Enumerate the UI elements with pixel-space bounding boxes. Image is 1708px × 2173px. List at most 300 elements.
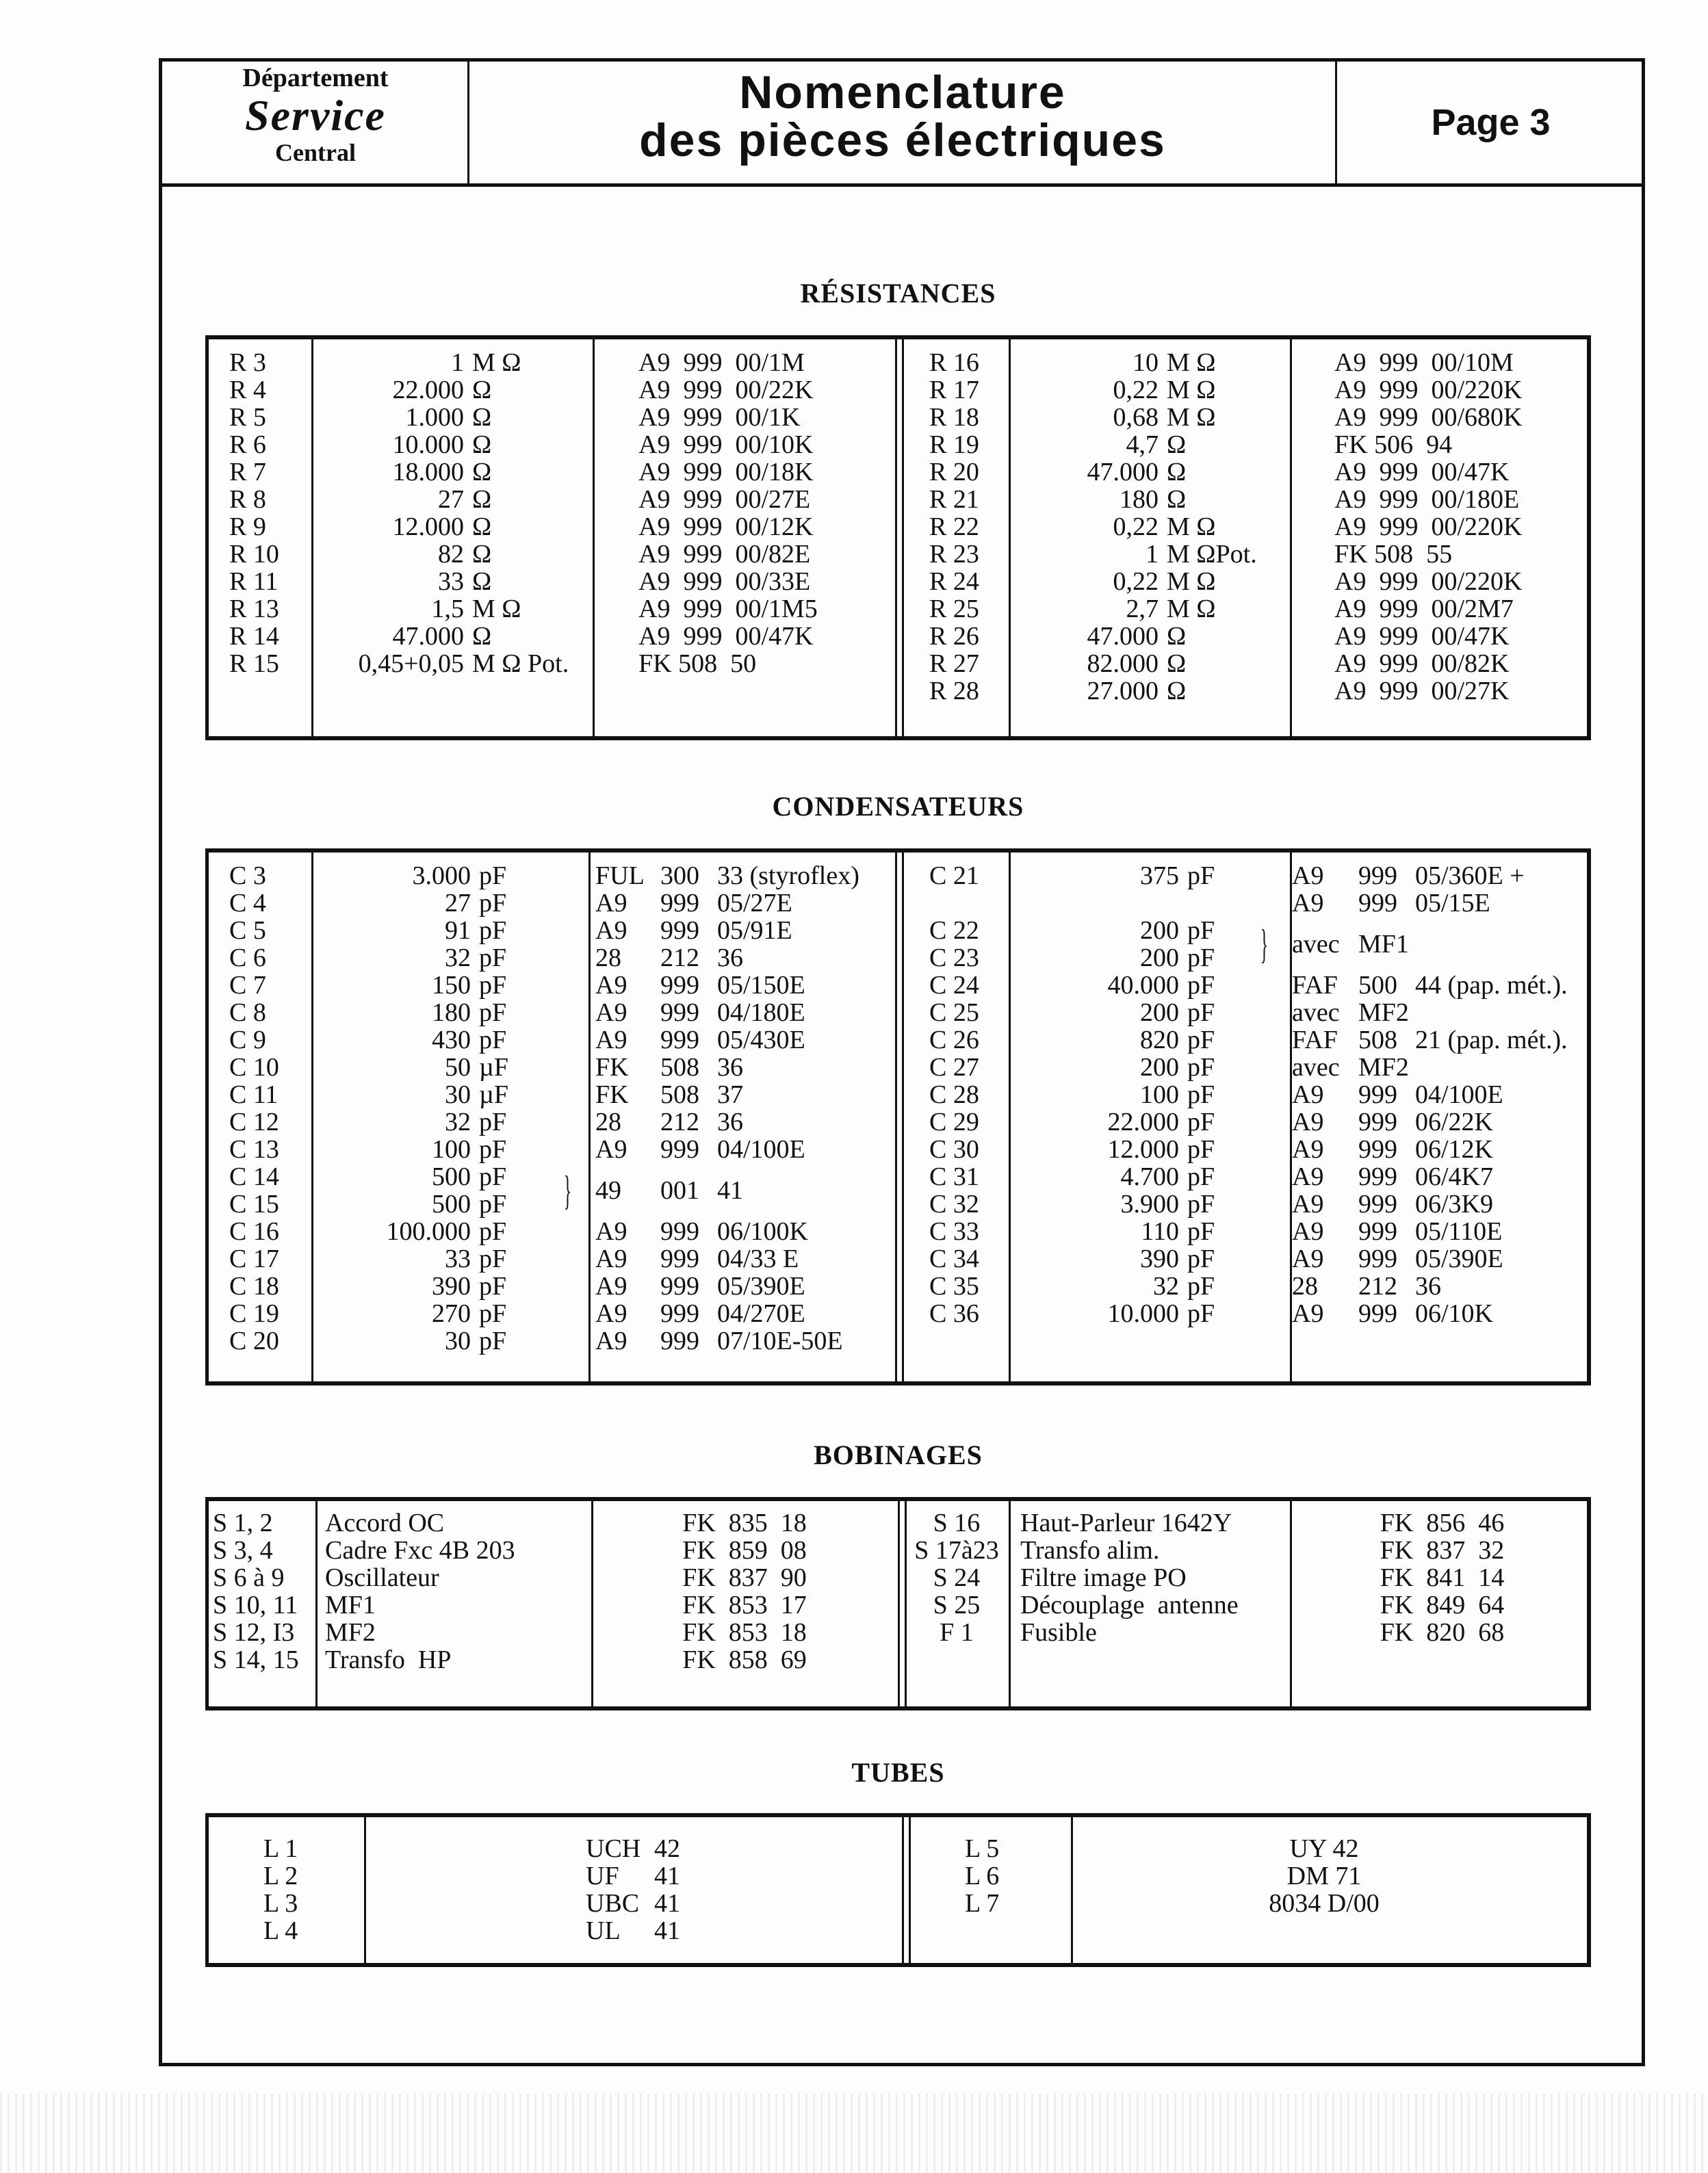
part-number	[1292, 1108, 1593, 1136]
capacitor-ref: C 29	[929, 1108, 979, 1136]
service-label: Service	[245, 91, 386, 140]
part-prefix: A9	[1292, 1299, 1324, 1328]
resistor-ref: R 7	[229, 458, 266, 486]
part-prefix: A9	[595, 889, 627, 918]
value-number: 47.000	[1087, 458, 1159, 486]
value-number: 0,45+0,05	[358, 649, 464, 678]
part-number: A9 999 00/82K	[1334, 649, 1510, 678]
tube-ref: L 1	[263, 1834, 298, 1863]
value-unit: pF	[1187, 1272, 1215, 1301]
coil-description: Transfo alim.	[1020, 1536, 1160, 1565]
part-cell	[1260, 917, 1593, 972]
column-divider	[898, 1501, 900, 1706]
resistor-ref: R 22	[929, 512, 979, 541]
part-prefix: A9	[595, 998, 627, 1027]
part-cell	[1292, 999, 1593, 1026]
page-title-line2: des pièces électriques	[639, 114, 1166, 166]
value-unit: pF	[1187, 861, 1215, 890]
capacitor-value	[311, 999, 585, 1026]
value-number: 200	[1140, 916, 1179, 945]
department-label: Département	[242, 64, 389, 92]
value-number: 18.000	[392, 458, 464, 486]
part-prefix: A9	[595, 1327, 627, 1355]
value-unit: pF	[479, 861, 507, 890]
value-unit: M Ω	[1167, 376, 1216, 404]
tube-ref: L 5	[965, 1834, 1000, 1863]
part-suffix: 04/33 E	[717, 1245, 799, 1273]
value-unit: Ω	[472, 458, 492, 486]
capacitor-value	[1016, 1136, 1290, 1163]
value-column	[311, 349, 599, 677]
value-number: 12.000	[1107, 1135, 1179, 1164]
part-number	[595, 1054, 896, 1081]
value-number: 430	[432, 1026, 471, 1054]
resistor-value	[1016, 541, 1304, 568]
value-number: 110	[1141, 1217, 1179, 1246]
capacitor-value	[311, 1245, 585, 1273]
capacitor-ref: C 13	[229, 1135, 279, 1164]
value-number: 3.900	[1120, 1190, 1179, 1219]
capacitor-value	[1016, 972, 1290, 999]
capacitor-ref: C 9	[229, 1026, 266, 1054]
value-unit: Ω	[472, 567, 492, 596]
capacitor-value	[1016, 1273, 1290, 1300]
value-unit: pF	[479, 1272, 507, 1301]
capacitor-ref: C 16	[229, 1217, 279, 1246]
value-unit: µF	[479, 1053, 509, 1082]
resistor-value	[1016, 677, 1304, 705]
value-unit: M Ω	[1167, 403, 1216, 432]
capacitor-ref: C 14	[229, 1162, 279, 1191]
capacitor-value	[311, 862, 585, 889]
coil-description: Filtre image PO	[1020, 1563, 1187, 1592]
capacitor-value	[311, 1190, 585, 1218]
coil-ref: F 1	[940, 1618, 974, 1647]
capacitor-ref: C 19	[229, 1299, 279, 1328]
part-series: 212	[660, 944, 699, 972]
value-unit: M Ω	[1167, 567, 1216, 596]
resistor-ref: R 8	[229, 485, 266, 514]
capacitor-ref	[929, 889, 1018, 917]
capacitor-ref: C 28	[929, 1080, 979, 1109]
value-number: 3.000	[412, 861, 471, 890]
coil-ref: S 10, 11	[213, 1591, 298, 1619]
part-series: 999	[660, 998, 699, 1027]
part-cell	[1292, 1163, 1593, 1190]
capacitor-value	[311, 944, 585, 972]
part-suffix: 05/27E	[717, 889, 792, 918]
coil-description: Fusible	[1020, 1618, 1097, 1647]
tube-name: UL	[586, 1916, 621, 1945]
resistor-ref: R 25	[929, 595, 979, 623]
part-number-column	[591, 1509, 898, 1674]
part-prefix: 28	[595, 944, 621, 972]
value-number: 390	[432, 1272, 471, 1301]
part-suffix: 04/100E	[717, 1135, 805, 1164]
value-number: 1	[451, 348, 464, 377]
value-unit: Ω	[472, 512, 492, 541]
value-unit: pF	[1187, 1190, 1215, 1219]
coil-description: Cadre Fxc 4B 203	[325, 1536, 515, 1565]
part-cell	[595, 1327, 896, 1355]
description-column	[1020, 1509, 1290, 1646]
part-number-column	[1260, 861, 1593, 1328]
part-series: 500	[1358, 971, 1397, 1000]
part-number: A9 999 00/2M7	[1334, 595, 1514, 623]
resistor-value	[1016, 568, 1304, 595]
part-cell	[1292, 1054, 1593, 1081]
tube-type	[586, 1862, 791, 1890]
resistor-ref: R 23	[929, 540, 979, 569]
value-unit: Ω	[472, 430, 492, 459]
resistor-value	[1016, 595, 1304, 623]
part-series: 999	[660, 1217, 699, 1246]
value-number: 2,7	[1126, 595, 1159, 623]
capacitor-value	[1016, 1245, 1290, 1273]
part-number-column	[638, 349, 885, 677]
part-number: A9 999 00/12K	[638, 512, 814, 541]
part-number	[595, 1218, 896, 1245]
resistor-ref: R 4	[229, 376, 266, 404]
part-cell	[595, 944, 896, 972]
part-suffix: 04/270E	[717, 1299, 805, 1328]
part-suffix: 05/150E	[717, 971, 805, 1000]
capacitor-value	[1016, 917, 1290, 944]
section-title-bobinages: BOBINAGES	[814, 1440, 983, 1470]
part-prefix: A9	[595, 1245, 627, 1273]
part-number-column	[1334, 349, 1581, 705]
resistor-ref: R 5	[229, 403, 266, 432]
part-prefix: 28	[595, 1108, 621, 1136]
part-suffix: 06/100K	[717, 1217, 808, 1246]
part-number	[595, 972, 896, 999]
capacitor-value	[1016, 1054, 1290, 1081]
resistor-value	[1016, 431, 1304, 458]
resistor-ref: R 9	[229, 512, 266, 541]
value-number: 100.000	[386, 1217, 471, 1246]
part-prefix: A9	[1292, 1080, 1324, 1109]
part-number: A9 999 00/220K	[1334, 512, 1523, 541]
part-number: A9 999 00/1K	[638, 403, 801, 432]
coil-description: MF1	[325, 1591, 376, 1619]
part-suffix: 06/3K9	[1415, 1190, 1493, 1219]
value-unit: pF	[1187, 916, 1215, 945]
value-unit: M ΩPot.	[1167, 540, 1257, 569]
ref-column	[929, 349, 1018, 705]
part-prefix: FK	[595, 1053, 629, 1082]
scan-noise	[0, 2094, 1708, 2173]
part-series: MF1	[1358, 930, 1409, 959]
capacitor-value	[1016, 1163, 1290, 1190]
part-number	[1292, 1245, 1593, 1273]
tube-number: 41	[654, 1862, 680, 1890]
capacitor-ref: C 4	[229, 889, 266, 918]
part-prefix: A9	[1292, 861, 1324, 890]
part-number: A9 999 00/27E	[638, 485, 811, 514]
part-number: A9 999 00/47K	[1334, 458, 1510, 486]
value-unit: Ω	[1167, 485, 1187, 514]
part-series: 999	[1358, 861, 1397, 890]
part-number-column	[563, 861, 896, 1355]
coil-description: Transfo HP	[325, 1645, 452, 1674]
part-number	[1292, 1218, 1593, 1245]
capacitor-ref: C 25	[929, 998, 979, 1027]
value-unit: pF	[479, 1108, 507, 1136]
resistor-ref: R 17	[929, 376, 979, 404]
column-divider	[909, 1817, 911, 1963]
part-number	[1292, 889, 1593, 917]
part-suffix: 33 (styroflex)	[717, 861, 859, 890]
part-number: FK 837 90	[682, 1563, 807, 1592]
capacitor-value	[311, 1081, 585, 1108]
part-series: 999	[1358, 1080, 1397, 1109]
resistor-ref: R 3	[229, 348, 266, 377]
value-number: 50	[445, 1053, 471, 1082]
part-cell	[595, 1108, 896, 1136]
coil-ref: S 3, 4	[213, 1536, 273, 1565]
description-column	[325, 1509, 588, 1674]
value-unit: pF	[1187, 1217, 1215, 1246]
resistor-ref: R 11	[229, 567, 279, 596]
part-cell	[1292, 1108, 1593, 1136]
part-number: FK 853 18	[682, 1618, 807, 1647]
value-number: 30	[445, 1327, 471, 1355]
page-number: Page 3	[1431, 102, 1551, 143]
resistor-value	[1016, 623, 1304, 650]
value-unit: Ω	[1167, 622, 1187, 651]
part-suffix: 04/180E	[717, 998, 805, 1027]
ref-column	[213, 1509, 315, 1674]
value-unit: pF	[479, 1245, 507, 1273]
part-cell	[1292, 1190, 1593, 1218]
part-number: FK 841 14	[1380, 1563, 1505, 1592]
value-unit: pF	[479, 1026, 507, 1054]
part-series: MF2	[1358, 1053, 1409, 1082]
resistor-value	[1016, 513, 1304, 541]
part-series: 999	[1358, 1135, 1397, 1164]
value-unit: pF	[479, 998, 507, 1027]
part-suffix: 06/10K	[1415, 1299, 1493, 1328]
resistor-value	[1016, 404, 1304, 431]
capacitor-value	[311, 1218, 585, 1245]
part-series: 508	[660, 1080, 699, 1109]
value-unit: pF	[1187, 971, 1215, 1000]
resistor-value	[311, 486, 599, 513]
value-unit: pF	[479, 1135, 507, 1164]
part-suffix: 06/12K	[1415, 1135, 1493, 1164]
capacitor-value	[311, 1108, 585, 1136]
part-prefix: A9	[1292, 1217, 1324, 1246]
coil-description: MF2	[325, 1618, 376, 1647]
value-unit: pF	[479, 1162, 507, 1191]
capacitor-value	[1016, 1190, 1290, 1218]
part-suffix: 04/100E	[1415, 1080, 1503, 1109]
value-number: 1,5	[431, 595, 464, 623]
part-cell	[1292, 862, 1593, 917]
part-number: FK 835 18	[682, 1509, 807, 1537]
value-unit: pF	[1187, 1135, 1215, 1164]
value-unit: pF	[479, 944, 507, 972]
coil-ref: S 12, I3	[213, 1618, 295, 1647]
part-prefix: A9	[595, 916, 627, 945]
resistor-value	[1016, 486, 1304, 513]
capacitor-ref: C 18	[229, 1272, 279, 1301]
capacitor-value	[311, 1273, 585, 1300]
part-number: FK 858 69	[682, 1645, 807, 1674]
value-number: 150	[432, 971, 471, 1000]
coil-ref: S 17à23	[914, 1536, 999, 1565]
value-unit: pF	[1187, 1080, 1215, 1109]
part-suffix: 36	[717, 1053, 743, 1082]
value-column	[1016, 349, 1304, 705]
capacitor-value	[311, 1163, 585, 1190]
part-number	[1292, 999, 1593, 1026]
part-suffix: 44 (pap. mét.).	[1415, 971, 1568, 1000]
value-number: 32	[1153, 1272, 1179, 1301]
part-suffix: 05/390E	[717, 1272, 805, 1301]
tube-ref: L 6	[965, 1862, 1000, 1890]
part-prefix: A9	[595, 1026, 627, 1054]
part-number: FK 837 32	[1380, 1536, 1505, 1565]
part-prefix: avec	[1292, 1053, 1340, 1082]
part-cell	[595, 1054, 896, 1081]
value-number: 12.000	[392, 512, 464, 541]
value-unit: pF	[479, 1190, 507, 1219]
part-cell	[595, 889, 896, 917]
value-unit: pF	[1187, 1026, 1215, 1054]
part-number	[1292, 1273, 1593, 1300]
capacitor-ref: C 23	[929, 944, 979, 972]
capacitor-ref: C 20	[229, 1327, 279, 1355]
ref-column	[263, 1835, 359, 1944]
part-cell	[595, 1218, 896, 1245]
part-number	[1292, 1026, 1593, 1054]
part-number: FK 849 64	[1380, 1591, 1505, 1619]
part-suffix: 07/10E-50E	[717, 1327, 843, 1355]
part-series: 212	[660, 1108, 699, 1136]
part-suffix: 06/4K7	[1415, 1162, 1493, 1191]
resistor-ref: R 10	[229, 540, 279, 569]
value-column	[311, 862, 585, 1355]
part-cell	[595, 1081, 896, 1108]
brace-icon: }	[1260, 922, 1269, 967]
resistor-value	[311, 650, 599, 677]
part-number: FK 508 50	[638, 649, 757, 678]
tube-type: DM 71	[1286, 1862, 1362, 1890]
condensateurs-table	[205, 848, 1591, 1385]
value-number: 22.000	[1107, 1108, 1179, 1136]
part-cell	[1292, 1245, 1593, 1273]
part-prefix: A9	[1292, 1135, 1324, 1164]
part-cell	[1292, 1300, 1593, 1327]
part-cell	[1292, 1218, 1593, 1245]
value-unit: Ω	[1167, 458, 1187, 486]
column-divider	[588, 853, 591, 1381]
resistor-ref: R 27	[929, 649, 979, 678]
part-series: 999	[1358, 1162, 1397, 1191]
resistor-value	[311, 513, 599, 541]
part-number	[1292, 1190, 1593, 1218]
part-cell	[595, 1245, 896, 1273]
capacitor-ref: C 33	[929, 1217, 979, 1246]
value-number: 10.000	[392, 430, 464, 459]
value-unit: pF	[479, 1327, 507, 1355]
part-prefix: A9	[595, 1135, 627, 1164]
resistor-ref: R 18	[929, 403, 979, 432]
column-divider	[902, 853, 904, 1381]
resistor-value	[311, 404, 599, 431]
value-unit: pF	[1187, 998, 1215, 1027]
capacitor-ref: C 32	[929, 1190, 979, 1219]
value-unit: Ω	[472, 403, 492, 432]
part-suffix: 05/390E	[1415, 1245, 1503, 1273]
part-suffix: 05/15E	[1415, 889, 1490, 918]
resistor-ref: R 21	[929, 485, 979, 514]
column-divider	[1071, 1817, 1073, 1963]
value-number: 27	[445, 889, 471, 918]
tube-type-column	[1180, 1835, 1468, 1917]
part-number: FK 506 94	[1334, 430, 1453, 459]
part-number: A9 999 00/220K	[1334, 567, 1523, 596]
part-suffix: 05/110E	[1415, 1217, 1503, 1246]
part-suffix: 36	[717, 1108, 743, 1136]
resistor-ref: R 28	[929, 677, 979, 705]
tube-type: 8034 D/00	[1269, 1889, 1380, 1918]
value-number: 10.000	[1107, 1299, 1179, 1328]
part-prefix: 28	[1292, 1272, 1318, 1301]
part-cell	[595, 1136, 896, 1163]
value-unit: Ω	[1167, 649, 1187, 678]
value-unit: pF	[1187, 1162, 1215, 1191]
value-number: 200	[1140, 998, 1179, 1027]
part-number: FK 859 08	[682, 1536, 807, 1565]
part-series: 999	[1358, 1190, 1397, 1219]
tube-name: UF	[586, 1862, 619, 1890]
part-series: 508	[1358, 1026, 1397, 1054]
value-number: 32	[445, 944, 471, 972]
part-number: FK 856 46	[1380, 1509, 1505, 1537]
capacitor-ref: C 21	[929, 861, 979, 890]
value-number: 22.000	[392, 376, 464, 404]
part-number	[1292, 1081, 1593, 1108]
part-number: A9 999 00/10K	[638, 430, 814, 459]
part-number	[1292, 862, 1593, 889]
column-divider	[315, 1501, 318, 1706]
part-series: 999	[660, 1299, 699, 1328]
part-number: A9 999 00/1M5	[638, 595, 818, 623]
part-number: A9 999 00/47K	[1334, 622, 1510, 651]
part-number	[1292, 1136, 1593, 1163]
section-title-tubes: TUBES	[851, 1757, 945, 1788]
part-cell	[563, 1163, 896, 1218]
part-prefix: A9	[595, 1217, 627, 1246]
value-unit: pF	[479, 971, 507, 1000]
column-divider	[902, 1817, 904, 1963]
part-series: 999	[1358, 1108, 1397, 1136]
resistor-value	[1016, 349, 1304, 376]
capacitor-value	[1016, 1108, 1290, 1136]
capacitor-value	[1016, 944, 1290, 972]
part-series: 508	[660, 1053, 699, 1082]
part-prefix: avec	[1292, 930, 1340, 959]
tube-number: 42	[654, 1834, 680, 1863]
resistor-value	[311, 376, 599, 404]
value-number: 0,22	[1113, 512, 1159, 541]
value-number: 200	[1140, 1053, 1179, 1082]
value-number: 375	[1140, 861, 1179, 890]
capacitor-value	[1016, 1026, 1290, 1054]
part-number	[1292, 1054, 1593, 1081]
